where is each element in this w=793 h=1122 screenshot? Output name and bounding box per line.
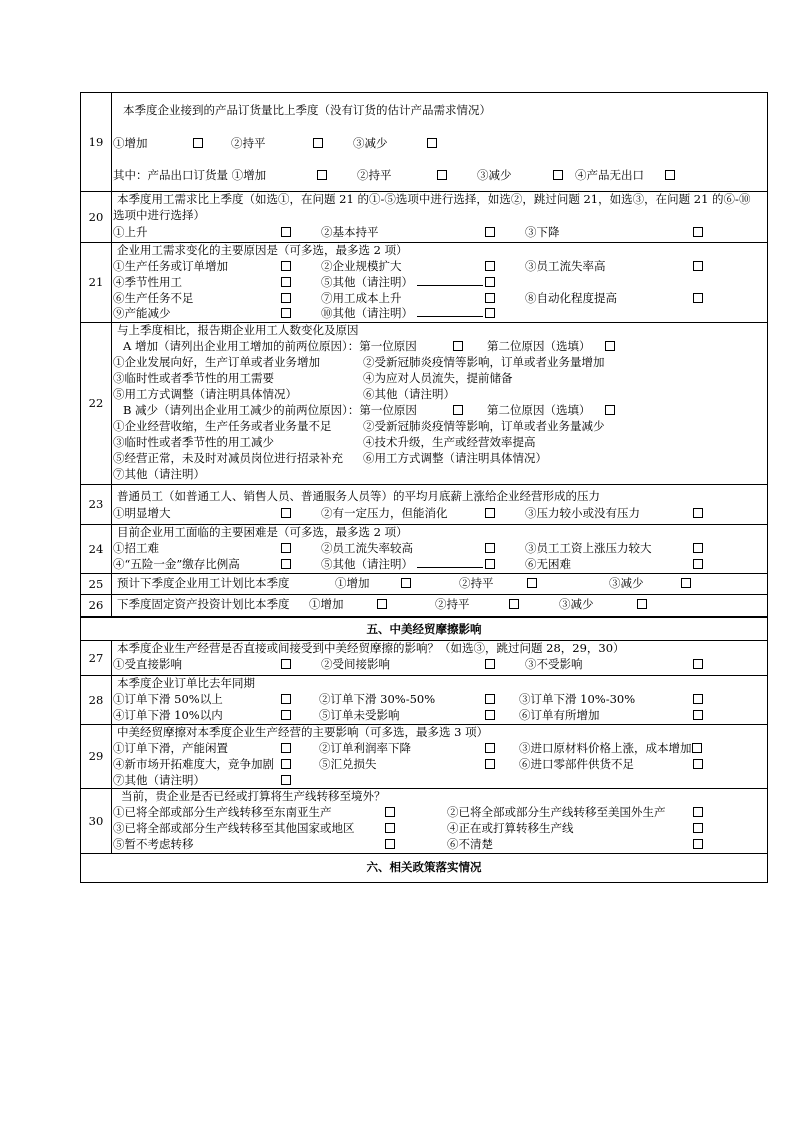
checkbox[interactable] [527,578,537,588]
checkbox[interactable] [485,710,495,720]
checkbox[interactable] [453,341,463,351]
question-text: 目前企业用工面临的主要困难是（可多选，最多选 2 项） [117,525,408,539]
checkbox[interactable] [385,807,395,817]
checkbox[interactable] [281,659,291,669]
option-label: ①受直接影响 [113,657,182,671]
option-label: ③不受影响 [525,657,583,671]
checkbox[interactable] [485,293,495,303]
option-label: ④技术升级，生产或经营效率提高 [363,435,536,449]
option-label: ⑦其他（请注明） [113,773,205,787]
section-heading-6: 六、相关政策落实情况 [366,860,482,874]
option-label: ①企业经营收缩，生产任务或者业务量不足 [113,419,332,433]
second-reason-label: 第二位原因（选填） [487,339,591,353]
option-label: ③员工工资上涨压力较大 [525,541,652,555]
option-label: ③下降 [525,225,560,239]
checkbox[interactable] [281,743,291,753]
option-label: ⑤其他（请注明） [321,557,413,571]
option-label: ⑥不清楚 [447,837,493,851]
option-label: 其中：产品出口订货量 ①增加 [113,168,267,182]
question-number: 28 [81,675,112,724]
option-label: ⑤其他（请注明） [321,275,413,289]
question-29 [81,724,767,789]
option-label: ⑥生产任务不足 [113,291,194,305]
option-label: ⑥用工方式调整（请注明具体情况） [363,451,547,465]
question-text: 下季度固定资产投资计划比本季度 [117,597,290,611]
checkbox[interactable] [385,823,395,833]
option-label: ④正在或打算转移生产线 [447,821,574,835]
option-label: ②企业规模扩大 [321,259,402,273]
question-23 [81,484,767,525]
option-label: ⑤订单未受影响 [319,708,400,722]
questionnaire-table [80,92,768,883]
question-number: 30 [81,788,112,853]
checkbox[interactable] [485,508,495,518]
question-number: 26 [81,594,112,616]
checkbox[interactable] [485,743,495,753]
option-label: ⑦其他（请注明） [113,467,205,481]
checkbox[interactable] [485,559,495,569]
checkbox[interactable] [605,405,615,415]
checkbox[interactable] [193,138,203,148]
option-label: ⑥订单有所增加 [519,708,600,722]
option-label: ①订单下滑，产能闲置 [113,741,228,755]
checkbox[interactable] [427,138,437,148]
checkbox[interactable] [281,293,291,303]
question-text-cont: 选项中进行选择） [113,208,205,222]
checkbox[interactable] [437,170,447,180]
checkbox[interactable] [281,543,291,553]
option-label: ④季节性用工 [113,275,182,289]
question-text: 当前，贵企业是否已经或打算将生产线转移至境外？ [121,789,386,803]
option-label: ②持平 [435,597,470,611]
option-label: ⑤用工方式调整（请注明具体情况） [113,387,297,401]
question-text: 中美经贸摩擦对本季度企业生产经营的主要影响（可多选，最多选 3 项） [117,725,489,739]
question-text: 预计下季度企业用工计划比本季度 [117,576,290,590]
question-24 [81,524,767,574]
checkbox[interactable] [485,659,495,669]
option-label: ②受间接影响 [321,657,390,671]
checkbox[interactable] [485,543,495,553]
option-label: ⑤经营正常，未及时对减员岗位进行招录补充 [113,451,343,465]
question-number: 25 [81,573,112,594]
checkbox[interactable] [453,405,463,415]
checkbox[interactable] [605,341,615,351]
option-label: ②持平 [231,136,266,150]
question-text: 本季度企业接到的产品订货量比上季度（没有订货的估计产品需求情况） [123,103,491,117]
option-label: ③员工流失率高 [525,259,606,273]
checkbox[interactable] [281,508,291,518]
option-label: ①增加 [335,576,370,590]
question-number: 29 [81,724,112,788]
question-19 [81,93,767,192]
question-26 [81,594,767,618]
checkbox[interactable] [317,170,327,180]
checkbox[interactable] [693,839,703,849]
checkbox[interactable] [485,759,495,769]
checkbox[interactable] [485,261,495,271]
checkbox[interactable] [485,694,495,704]
option-label: ①订单下滑 50%以上 [113,692,223,706]
question-27 [81,640,767,676]
section-a-title: A 增加（请列出企业用工增加的前两位原因）：第一位原因 [123,339,417,353]
checkbox[interactable] [281,775,291,785]
option-label: ②持平 [357,168,392,182]
checkbox[interactable] [693,659,703,669]
checkbox[interactable] [485,227,495,237]
option-label: ②受新冠肺炎疫情等影响，订单或者业务量减少 [363,419,605,433]
option-label: ①生产任务或订单增加 [113,259,228,273]
option-label: ①已将全部或部分生产线转移至东南亚生产 [113,805,332,819]
checkbox[interactable] [693,694,703,704]
option-label: ②基本持平 [321,225,379,239]
checkbox[interactable] [377,599,387,609]
question-25 [81,573,767,595]
option-label: ③进口原材料价格上涨，成本增加 [519,741,692,755]
checkbox[interactable] [681,578,691,588]
option-label: ⑨产能减少 [113,306,171,320]
option-label: ⑤暂不考虑转移 [113,837,194,851]
checkbox[interactable] [281,227,291,237]
question-30 [81,788,767,854]
checkbox[interactable] [693,823,703,833]
checkbox[interactable] [281,277,291,287]
checkbox[interactable] [485,277,495,287]
checkbox[interactable] [693,807,703,817]
question-22 [81,322,767,485]
option-label: ③减少 [609,576,644,590]
checkbox[interactable] [509,599,519,609]
question-text: 本季度企业生产经营是否直接或间接受到中美经贸摩擦的影响？（如选③，跳过问题 28，29，30） [117,641,625,655]
checkbox[interactable] [281,261,291,271]
option-label: ③订单下滑 10%-30% [519,692,636,706]
question-number: 23 [81,484,112,524]
question-number: 27 [81,640,112,675]
question-number: 19 [81,93,112,191]
checkbox[interactable] [693,559,703,569]
option-label: ③压力较小或没有压力 [525,506,640,520]
option-label: ②已将全部或部分生产线转移至美国外生产 [447,805,666,819]
question-number: 21 [81,242,112,322]
option-label: ②有一定压力，但能消化 [321,506,448,520]
question-text: 本季度企业订单比去年同期 [117,676,255,690]
question-28 [81,675,767,725]
option-label: ④为应对人员流失，提前储备 [363,371,513,385]
question-number: 22 [81,322,112,484]
question-number: 20 [81,191,112,242]
question-text: 本季度用工需求比上季度（如选①，在问题 21 的①-⑤选项中进行选择，如选②，跳过问题 21，如选③，在问题 21 的⑥-⑩ [117,192,751,206]
option-label: ④新市场开拓难度大，竞争加剧 [113,757,274,771]
checkbox[interactable] [693,710,703,720]
option-label: ④“五险一金”缴存比例高 [113,557,240,571]
checkbox[interactable] [693,293,703,303]
checkbox[interactable] [693,508,703,518]
checkbox[interactable] [313,138,323,148]
checkbox[interactable] [693,759,703,769]
checkbox[interactable] [281,759,291,769]
option-label: ⑩其他（请注明） [321,306,413,320]
option-label: ①企业发展向好，生产订单或者业务增加 [113,355,320,369]
section-heading-5: 五、中美经贸摩擦影响 [81,617,767,641]
checkbox[interactable] [281,710,291,720]
option-label: ⑧自动化程度提高 [525,291,617,305]
checkbox[interactable] [281,694,291,704]
checkbox[interactable] [485,308,495,318]
option-label: ②受新冠肺炎疫情等影响，订单或者业务量增加 [363,355,605,369]
option-label: ③减少 [559,597,594,611]
second-reason-label: 第二位原因（选填） [487,403,591,417]
checkbox[interactable] [281,559,291,569]
checkbox[interactable] [693,227,703,237]
option-label: ⑦用工成本上升 [321,291,402,305]
option-label: ①增加 [113,136,148,150]
option-label: ①明显增大 [113,506,171,520]
checkbox[interactable] [385,839,395,849]
option-label: ②员工流失率较高 [321,541,413,555]
option-label: ①上升 [113,225,148,239]
checkbox[interactable] [693,543,703,553]
option-label: ⑥进口零部件供货不足 [519,757,634,771]
question-text: 企业用工需求变化的主要原因是（可多选，最多选 2 项） [117,243,408,257]
option-label: ③临时性或者季节性的用工需要 [113,371,274,385]
option-label: ③减少 [477,168,512,182]
fill-in-line[interactable] [417,557,483,568]
question-21 [81,242,767,323]
option-label: ②持平 [459,576,494,590]
option-label: ③减少 [353,136,388,150]
checkbox[interactable] [281,308,291,318]
question-number: 24 [81,524,112,573]
option-label: ⑥无困难 [525,557,571,571]
option-label: ①增加 [309,597,344,611]
option-label: ②订单利润率下降 [319,741,411,755]
option-label: ④产品无出口 [575,168,644,182]
checkbox[interactable] [553,170,563,180]
checkbox[interactable] [693,261,703,271]
section-b-title: B 减少（请列出企业用工减少的前两位原因）：第一位原因 [123,403,417,417]
option-label: ③临时性或者季节性的用工减少 [113,435,274,449]
checkbox[interactable] [692,743,702,753]
fill-in-line[interactable] [417,275,483,286]
checkbox[interactable] [637,599,647,609]
option-label: ⑤汇兑损失 [319,757,377,771]
option-label: ④订单下滑 10%以内 [113,708,223,722]
question-20 [81,191,767,243]
option-label: ①招工难 [113,541,159,555]
fill-in-line[interactable] [417,306,483,317]
option-label: ②订单下滑 30%-50% [319,692,436,706]
option-label: ⑥其他（请注明） [363,387,455,401]
option-label: ③已将全部或部分生产线转移至其他国家或地区 [113,821,355,835]
question-text: 普通员工（如普通工人、销售人员、普通服务人员等）的平均月底薪上涨给企业经营形成的压力 [117,489,600,503]
checkbox[interactable] [401,578,411,588]
checkbox[interactable] [665,170,675,180]
question-text: 与上季度相比，报告期企业用工人数变化及原因 [117,323,359,337]
